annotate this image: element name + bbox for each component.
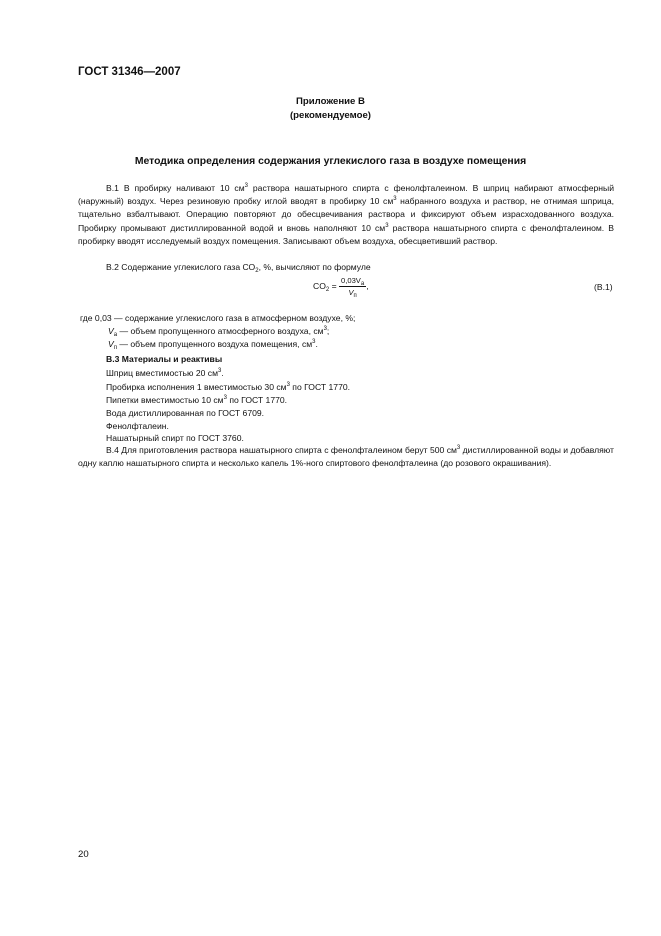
material-item: Пробирка исполнения 1 вместимостью 30 $см^3$ по ГОСТ 1770. [106, 382, 351, 392]
b4-text-2: дистиллированной воды и добавляют одну каплю нашатырного спирта и несколько капель 1%-ного спиртового фенолфталеина (до розового окрашивания). [78, 445, 614, 469]
b1-text-4: раствора нашатырного спирта с фенолфталеином. В пробирку вводят исследуемый воздух помещения. Записывают объем воздуха, обесцветивший раствор. [78, 222, 614, 246]
formula-fraction [339, 276, 369, 299]
legend-line-1: где 0,03 — содержание углекислого газа в атмосферном воздухе, %; [80, 313, 356, 323]
formula-numerator: $0,03V_a$ [341, 276, 365, 287]
material-item: Нашатырный спирт по ГОСТ 3760. [106, 433, 244, 443]
b3-heading: В.3 Материалы и реактивы [106, 354, 223, 364]
appendix-status: (рекомендуемое) [289, 110, 371, 121]
formula-label: (В.1) [594, 282, 613, 292]
b1-text-2: раствора нашатырного спирта с фенолфталеином. В шприц набирают атмосферный (наружный) воздух. Через резиновую пробку иглой вводят в пробирку 10 см [78, 183, 615, 207]
paragraph-b4 [78, 444, 614, 470]
page-number: 20 [78, 849, 89, 860]
material-item: Вода дистиллированная по ГОСТ 6709. [106, 408, 265, 418]
formula-lhs: CO [313, 280, 326, 291]
subscript: 2 [255, 268, 259, 274]
material-item: Пипетки вместимостью 10 $см^3$ по ГОСТ 1770. [106, 395, 288, 405]
formula-denominator: $V_п$ [348, 288, 357, 299]
legend-line-3: $V_п$ — объем пропущенного воздуха помещения, $см^3$. [108, 339, 318, 351]
formula-equals: = [329, 280, 340, 291]
b2-text-1: В.2 Содержание углекислого газа СО [106, 262, 256, 272]
b2-text-2: , %, вычисляют по формуле [258, 262, 371, 272]
var-va: V [108, 326, 114, 336]
section-title: Методика определения содержания углекислого газа в воздухе помещения [134, 156, 527, 167]
legend-line-2: $V_а$ — объем пропущенного атмосферного воздуха, $см^3$; [108, 326, 330, 338]
document-code: ГОСТ 31346—2007 [78, 66, 181, 78]
material-item: Фенолфталеин. [106, 421, 169, 431]
formula-lhs-sub: 2 [325, 286, 330, 293]
superscript: 3 [385, 222, 389, 229]
b4-text-1: В.4 Для приготовления раствора нашатырного спирта с фенолфталеином берут 500 см [106, 445, 457, 455]
paragraph-b2 [106, 261, 371, 274]
paragraph-b1 [78, 182, 614, 248]
superscript: 3 [456, 445, 461, 451]
appendix-title: Приложение В [296, 96, 365, 107]
b1-text-1: В.1 В пробирку наливают 10 см [106, 183, 245, 193]
superscript: 3 [244, 183, 248, 189]
var-vp: V [108, 339, 114, 349]
formula [313, 276, 369, 297]
b1-text-3: набранного воздуха и раствор, не отнимая шприца, тщательно взбалтывают. Операцию повторяют до обесцвечивания раствора и фиксируют объем израсходованного воздуха. Пробирку промывают дистиллированной водой и вновь наполняют 10 см [78, 196, 615, 233]
superscript: 3 [393, 196, 397, 203]
material-item: Шприц вместимостью 20 $см^3$. [106, 368, 224, 378]
formula-trail: , [366, 280, 369, 291]
